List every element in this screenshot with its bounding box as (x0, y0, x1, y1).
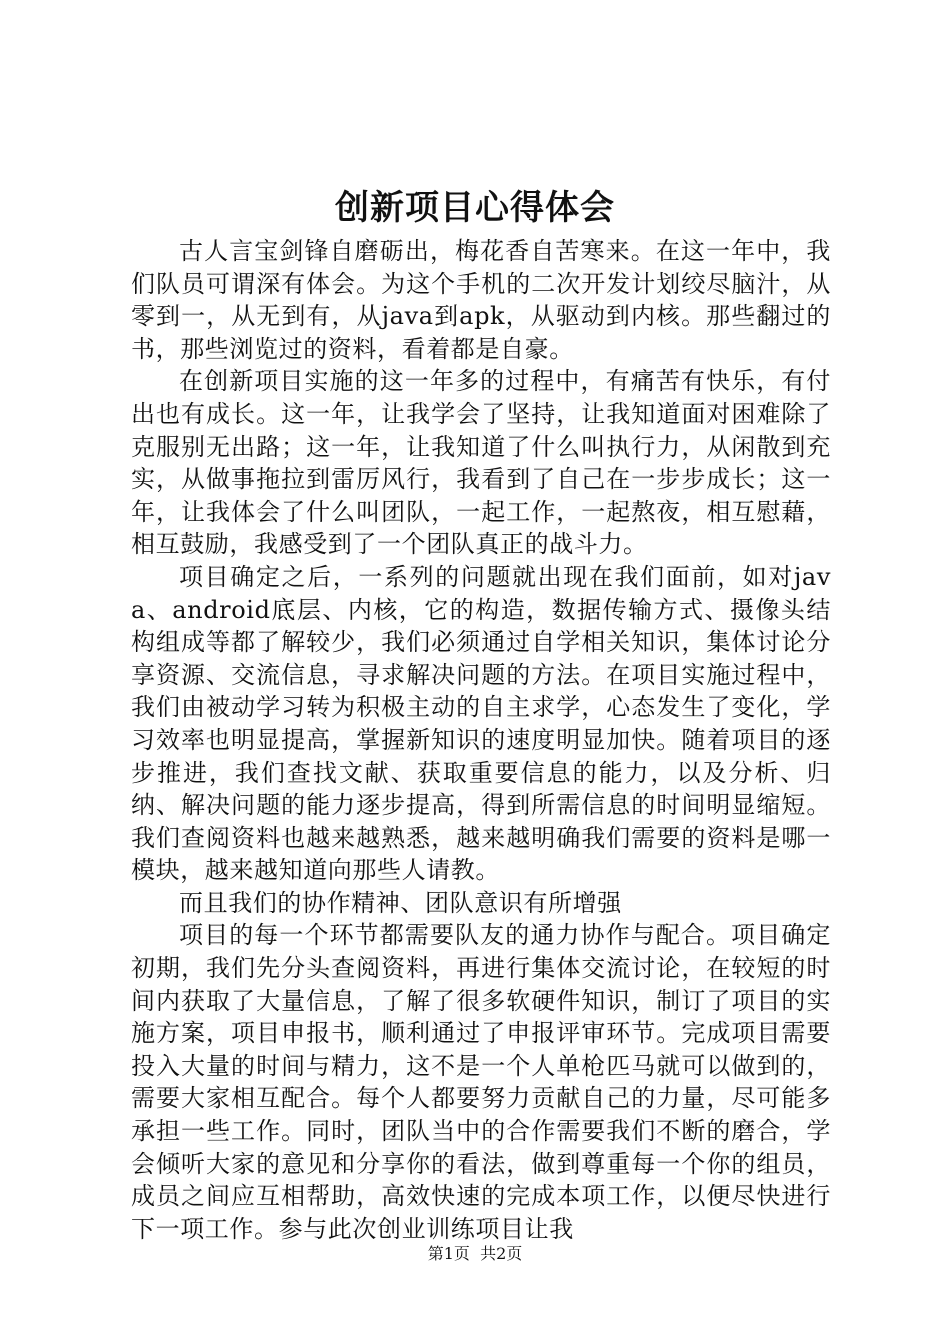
paragraph-3: 项目确定之后，一系列的问题就出现在我们面前，如对java、android底层、内核，它的构造，数据传输方式、摄像头结构组成等都了解较少，我们必须通过自学相关知识，集体讨论分享资源、交流信息，寻求解决问题的方法。在项目实施过程中，我们由被动学习转为积极主动的自主求学，心态发生了变化，学习效率也明显提高，掌握新知识的速度明显加快。随着项目的逐步推进，我们查找文献、获取重要信息的能力，以及分析、归纳、解决问题的能力逐步提高，得到所需信息的时间明显缩短。我们查阅资料也越来越熟悉，越来越明确我们需要的资料是哪一模块，越来越知道向那些人请教。 (131, 562, 831, 885)
paragraph-1: 古人言宝剑锋自磨砺出，梅花香自苦寒来。在这一年中，我们队员可谓深有体会。为这个手机的二次开发计划绞尽脑汁，从零到一，从无到有，从java到apk，从驱动到内核。那些翻过的书，那些浏览过的资料，看着都是自豪。 (131, 237, 831, 363)
document-title: 创新项目心得体会 (335, 188, 615, 228)
paragraph-5: 项目的每一个环节都需要队友的通力协作与配合。项目确定初期，我们先分头查阅资料，再进行集体交流讨论，在较短的时间内获取了大量信息，了解了很多软硬件知识，制订了项目的实施方案，项目申报书，顺利通过了申报评审环节。完成项目需要投入大量的时间与精力，这不是一个人单枪匹马就可以做到的，需要大家相互配合。每个人都要努力贡献自己的力量，尽可能多承担一些工作。同时，团队当中的合作需要我们不断的磨合，学会倾听大家的意见和分享你的看法，做到尊重每一个你的组员，成员之间应互相帮助，高效快速的完成本项工作，以便尽快进行下一项工作。参与此次创业训练项目让我 (131, 921, 831, 1243)
page-number: 第1页 (427, 1244, 470, 1263)
paragraph-4: 而且我们的协作精神、团队意识有所增强 (179, 888, 622, 917)
page-total: 共2页 (480, 1244, 523, 1263)
page-footer (0, 1242, 950, 1266)
document-body (131, 235, 831, 1245)
paragraph-2: 在创新项目实施的这一年多的过程中，有痛苦有快乐，有付出也有成长。这一年，让我学会了坚持，让我知道面对困难除了克服别无出路；这一年，让我知道了什么叫执行力，从闲散到充实，从做事拖拉到雷厉风行，我看到了自己在一步步成长；这一年，让我体会了什么叫团队，一起工作，一起熬夜，相互慰藉，相互鼓励，我感受到了一个团队真正的战斗力。 (131, 367, 831, 559)
